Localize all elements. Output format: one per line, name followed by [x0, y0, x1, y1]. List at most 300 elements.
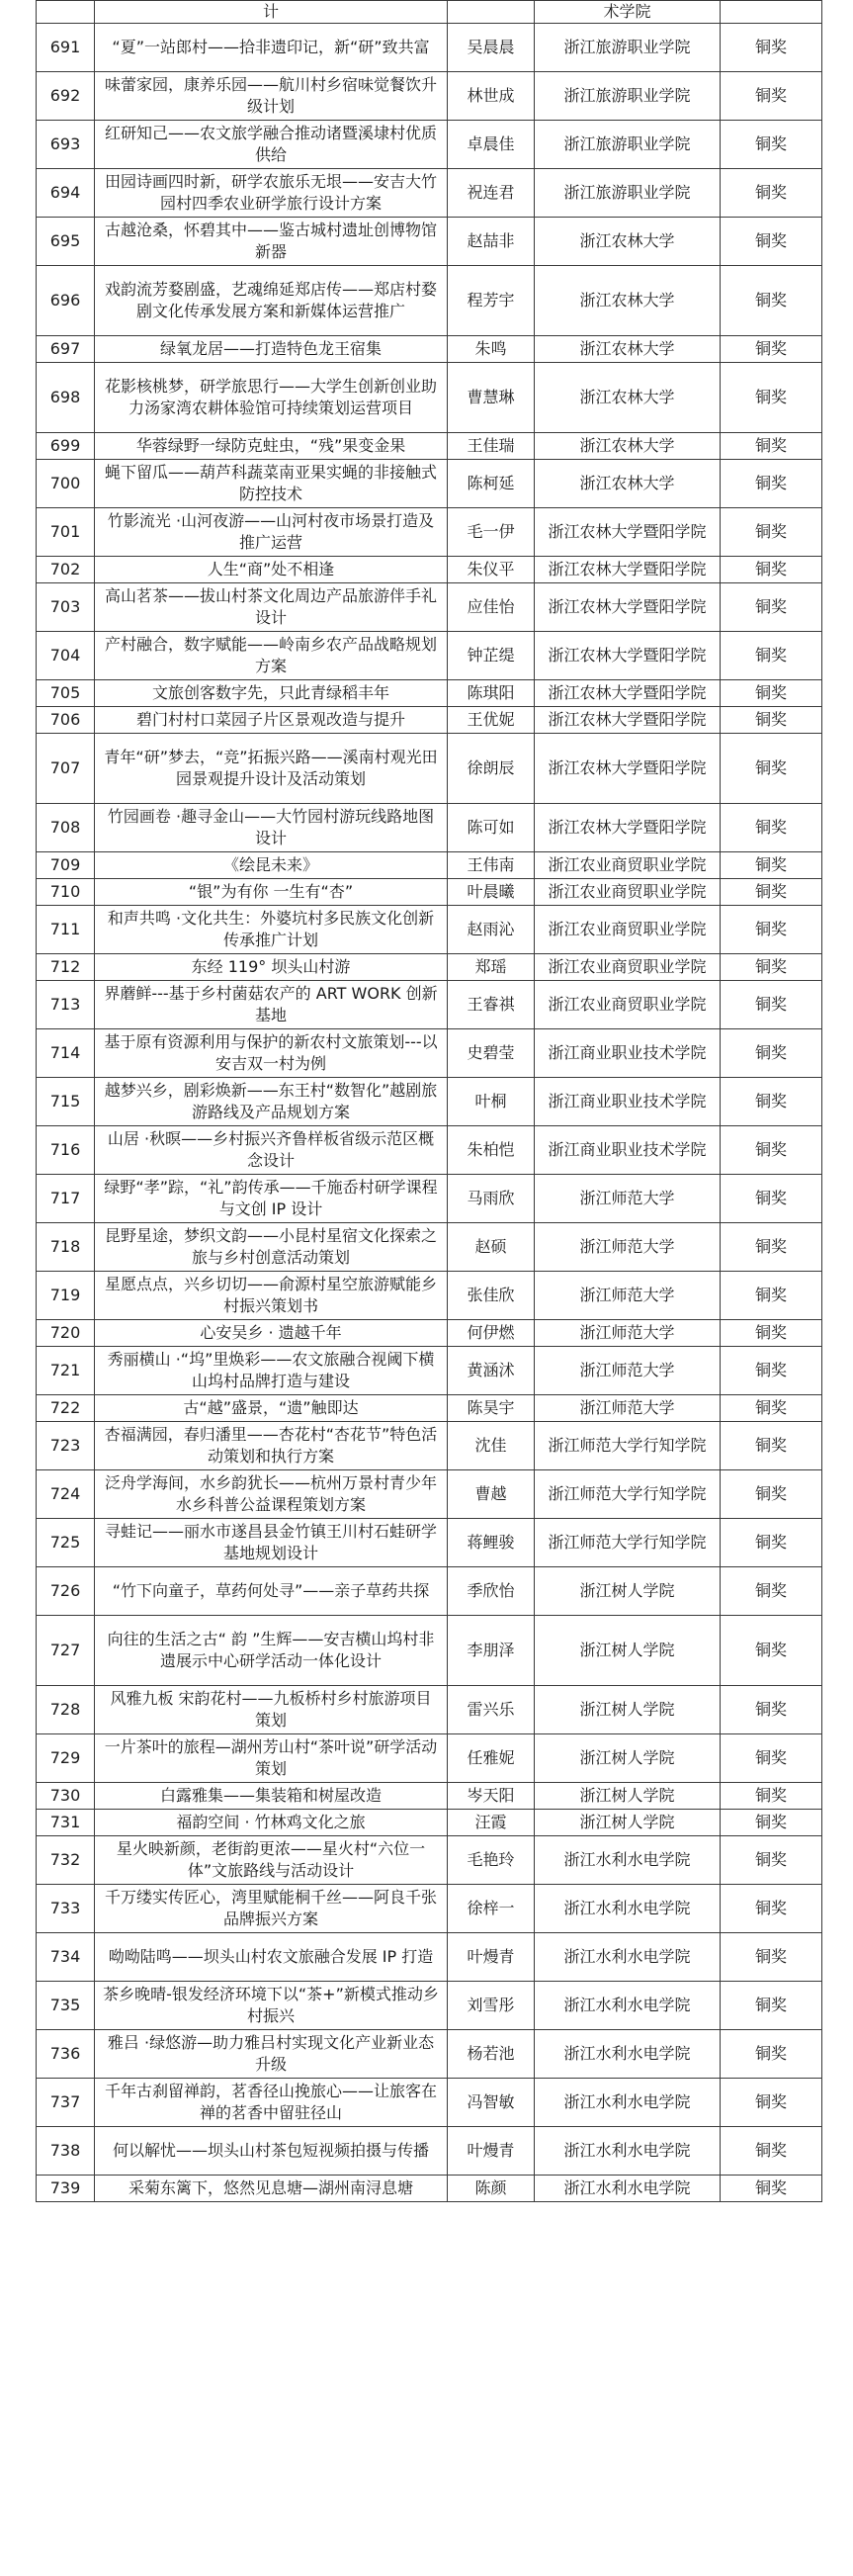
number-cell: 725: [37, 1519, 95, 1567]
header-school-tail: 术学院: [535, 1, 721, 24]
name-cell: 应佳怡: [448, 583, 535, 632]
number-cell: 704: [37, 632, 95, 680]
school-cell: 浙江农业商贸职业学院: [535, 852, 721, 879]
school-cell: 浙江树人学院: [535, 1616, 721, 1686]
school-cell: 浙江农业商贸职业学院: [535, 954, 721, 981]
name-cell: 程芳宇: [448, 266, 535, 336]
title-cell: 秀丽横山 ·“坞”里焕彩——农文旅融合视阈下横山坞村品牌打造与建设: [95, 1347, 448, 1395]
award-cell: 铜奖: [721, 1734, 822, 1783]
school-cell: 浙江商业职业技术学院: [535, 1078, 721, 1126]
title-cell: 向往的生活之古“ 韵 ”生辉——安吉横山坞村非遗展示中心研学活动一体化设计: [95, 1616, 448, 1686]
table-row: [37, 1470, 822, 1519]
name-cell: 叶桐: [448, 1078, 535, 1126]
table-row: [37, 852, 822, 879]
number-cell: 702: [37, 557, 95, 583]
award-cell: 铜奖: [721, 1933, 822, 1982]
name-cell: 朱鸣: [448, 336, 535, 363]
table-row: [37, 1078, 822, 1126]
table-row: [37, 1616, 822, 1686]
school-cell: 浙江师范大学: [535, 1223, 721, 1272]
title-cell: 碧门村村口菜园子片区景观改造与提升: [95, 707, 448, 734]
number-cell: 710: [37, 879, 95, 906]
title-cell: 杏福满园，春归潘里——杏花村“杏花节”特色活动策划和执行方案: [95, 1422, 448, 1470]
award-cell: 铜奖: [721, 1982, 822, 2030]
name-cell: 徐朗辰: [448, 734, 535, 804]
table-row: [37, 1519, 822, 1567]
award-cell: 铜奖: [721, 1810, 822, 1836]
number-cell: 727: [37, 1616, 95, 1686]
number-cell: 696: [37, 266, 95, 336]
name-cell: 杨若池: [448, 2030, 535, 2079]
school-cell: 浙江树人学院: [535, 1686, 721, 1734]
name-cell: 王佳瑞: [448, 433, 535, 460]
title-cell: 寻蛙记——丽水市遂昌县金竹镇王川村石蛙研学基地规划设计: [95, 1519, 448, 1567]
number-cell: 708: [37, 804, 95, 852]
name-cell: 冯智敏: [448, 2079, 535, 2127]
table-row: [37, 24, 822, 72]
table-row: [37, 169, 822, 218]
title-cell: 戏韵流芳婺剧盛，艺魂绵延郑店传——郑店村婺剧文化传承发展方案和新媒体运营推广: [95, 266, 448, 336]
number-cell: 721: [37, 1347, 95, 1395]
table-row: [37, 954, 822, 981]
title-cell: “夏”一站郎村——拾非遗印记，新“研”致共富: [95, 24, 448, 72]
award-cell: 铜奖: [721, 954, 822, 981]
number-cell: 731: [37, 1810, 95, 1836]
school-cell: 浙江水利水电学院: [535, 2127, 721, 2176]
award-cell: 铜奖: [721, 1686, 822, 1734]
school-cell: 浙江水利水电学院: [535, 2079, 721, 2127]
school-cell: 浙江农林大学: [535, 363, 721, 433]
award-cell: 铜奖: [721, 1078, 822, 1126]
school-cell: 浙江农林大学暨阳学院: [535, 734, 721, 804]
name-cell: 王睿祺: [448, 981, 535, 1029]
name-cell: 赵硕: [448, 1223, 535, 1272]
school-cell: 浙江旅游职业学院: [535, 72, 721, 121]
award-cell: 铜奖: [721, 169, 822, 218]
number-cell: 732: [37, 1836, 95, 1885]
award-cell: 铜奖: [721, 879, 822, 906]
award-cell: 铜奖: [721, 508, 822, 557]
number-cell: 716: [37, 1126, 95, 1175]
school-cell: 浙江农林大学: [535, 266, 721, 336]
school-cell: 浙江师范大学: [535, 1320, 721, 1347]
award-cell: 铜奖: [721, 2079, 822, 2127]
table-row: [37, 879, 822, 906]
name-cell: 季欣怡: [448, 1567, 535, 1616]
school-cell: 浙江农业商贸职业学院: [535, 879, 721, 906]
award-cell: 铜奖: [721, 804, 822, 852]
number-cell: 735: [37, 1982, 95, 2030]
title-cell: 白露雅集——集装箱和树屋改造: [95, 1783, 448, 1810]
school-cell: 浙江水利水电学院: [535, 2030, 721, 2079]
title-cell: 竹园画卷 ·趣寻金山——大竹园村游玩线路地图设计: [95, 804, 448, 852]
table-row: [37, 981, 822, 1029]
number-cell: 720: [37, 1320, 95, 1347]
school-cell: 浙江旅游职业学院: [535, 121, 721, 169]
table-row: [37, 1029, 822, 1078]
award-cell: 铜奖: [721, 734, 822, 804]
award-cell: 铜奖: [721, 1885, 822, 1933]
header-number-cell: [37, 1, 95, 24]
header-award-cell: [721, 1, 822, 24]
name-cell: 王伟南: [448, 852, 535, 879]
award-cell: 铜奖: [721, 981, 822, 1029]
school-cell: 浙江水利水电学院: [535, 1836, 721, 1885]
award-cell: 铜奖: [721, 2030, 822, 2079]
number-cell: 707: [37, 734, 95, 804]
award-cell: 铜奖: [721, 707, 822, 734]
title-cell: 和声共鸣 ·文化共生：外婆坑村多民族文化创新传承推广计划: [95, 906, 448, 954]
school-cell: 浙江师范大学: [535, 1175, 721, 1223]
school-cell: 浙江农林大学: [535, 460, 721, 508]
school-cell: 浙江农林大学: [535, 433, 721, 460]
number-cell: 705: [37, 680, 95, 707]
name-cell: 何伊燃: [448, 1320, 535, 1347]
school-cell: 浙江商业职业技术学院: [535, 1029, 721, 1078]
school-cell: 浙江农林大学: [535, 218, 721, 266]
title-cell: 绿氧龙居——打造特色龙王宿集: [95, 336, 448, 363]
award-cell: 铜奖: [721, 218, 822, 266]
table-row: [37, 1836, 822, 1885]
table-row: [37, 804, 822, 852]
award-cell: 铜奖: [721, 557, 822, 583]
school-cell: 浙江农林大学暨阳学院: [535, 707, 721, 734]
title-cell: 田园诗画四时新，研学农旅乐无垠——安吉大竹园村四季农业研学旅行设计方案: [95, 169, 448, 218]
number-cell: 709: [37, 852, 95, 879]
table-row: [37, 1272, 822, 1320]
award-cell: 铜奖: [721, 1320, 822, 1347]
award-cell: 铜奖: [721, 1567, 822, 1616]
school-cell: 浙江水利水电学院: [535, 2176, 721, 2202]
title-cell: 华蓉绿野一绿防克蛀虫，“残”果变金果: [95, 433, 448, 460]
school-cell: 浙江水利水电学院: [535, 1933, 721, 1982]
award-cell: 铜奖: [721, 1783, 822, 1810]
table-row: [37, 266, 822, 336]
name-cell: 汪霞: [448, 1810, 535, 1836]
title-cell: “银”为有你 一生有“杏”: [95, 879, 448, 906]
school-cell: 浙江农林大学暨阳学院: [535, 557, 721, 583]
table-row: [37, 121, 822, 169]
table-row: [37, 1567, 822, 1616]
name-cell: 王优妮: [448, 707, 535, 734]
name-cell: 陈昊宇: [448, 1395, 535, 1422]
school-cell: 浙江树人学院: [535, 1734, 721, 1783]
title-cell: 昆野星途，梦织文韵——小昆村星宿文化探索之旅与乡村创意活动策划: [95, 1223, 448, 1272]
title-cell: 山居 ·秋暝——乡村振兴齐鲁样板省级示范区概念设计: [95, 1126, 448, 1175]
school-cell: 浙江农林大学暨阳学院: [535, 804, 721, 852]
award-cell: 铜奖: [721, 1395, 822, 1422]
title-cell: 越梦兴乡，剧彩焕新——东王村“数智化”越剧旅游路线及产品规划方案: [95, 1078, 448, 1126]
number-cell: 724: [37, 1470, 95, 1519]
name-cell: 岑天阳: [448, 1783, 535, 1810]
table-row: [37, 1175, 822, 1223]
name-cell: 曹慧琳: [448, 363, 535, 433]
name-cell: 叶熳青: [448, 1933, 535, 1982]
title-cell: 绿野“孝”踪，“礼”韵传承——千施岙村研学课程与文创 IP 设计: [95, 1175, 448, 1223]
title-cell: 《绘昆未来》: [95, 852, 448, 879]
number-cell: 703: [37, 583, 95, 632]
table-row: [37, 72, 822, 121]
number-cell: 736: [37, 2030, 95, 2079]
title-cell: 味蕾家园，康养乐园——航川村乡宿味觉餐饮升级计划: [95, 72, 448, 121]
school-cell: 浙江农业商贸职业学院: [535, 906, 721, 954]
name-cell: 吴晨晨: [448, 24, 535, 72]
name-cell: 钟芷缇: [448, 632, 535, 680]
number-cell: 693: [37, 121, 95, 169]
award-cell: 铜奖: [721, 2176, 822, 2202]
title-cell: 基于原有资源利用与保护的新农村文旅策划---以安吉双一村为例: [95, 1029, 448, 1078]
school-cell: 浙江师范大学: [535, 1272, 721, 1320]
title-cell: 文旅创客数字先，只此青绿稻丰年: [95, 680, 448, 707]
name-cell: 张佳欣: [448, 1272, 535, 1320]
table-row: [37, 557, 822, 583]
school-cell: 浙江旅游职业学院: [535, 24, 721, 72]
number-cell: 714: [37, 1029, 95, 1078]
award-table: [36, 0, 822, 2202]
school-cell: 浙江师范大学行知学院: [535, 1422, 721, 1470]
name-cell: 陈琪阳: [448, 680, 535, 707]
title-cell: “竹下向童子，草药何处寻”——亲子草药共探: [95, 1567, 448, 1616]
table-row: [37, 680, 822, 707]
number-cell: 711: [37, 906, 95, 954]
table-row: [37, 508, 822, 557]
name-cell: 沈佳: [448, 1422, 535, 1470]
school-cell: 浙江农业商贸职业学院: [535, 981, 721, 1029]
table-row: [37, 336, 822, 363]
name-cell: 任雅妮: [448, 1734, 535, 1783]
table-row: [37, 2030, 822, 2079]
number-cell: 692: [37, 72, 95, 121]
name-cell: 曹越: [448, 1470, 535, 1519]
title-cell: 何以解忧——坝头山村茶包短视频拍摄与传播: [95, 2127, 448, 2176]
award-cell: 铜奖: [721, 1126, 822, 1175]
name-cell: 毛艳玲: [448, 1836, 535, 1885]
name-cell: 李朋泽: [448, 1616, 535, 1686]
school-cell: 浙江农林大学暨阳学院: [535, 680, 721, 707]
number-cell: 691: [37, 24, 95, 72]
award-cell: 铜奖: [721, 121, 822, 169]
award-cell: 铜奖: [721, 1470, 822, 1519]
award-cell: 铜奖: [721, 363, 822, 433]
name-cell: 黄涵沭: [448, 1347, 535, 1395]
title-cell: 人生“商”处不相逢: [95, 557, 448, 583]
title-cell: 古“越”盛景，“遗”触即达: [95, 1395, 448, 1422]
number-cell: 734: [37, 1933, 95, 1982]
table-row: [37, 363, 822, 433]
award-cell: 铜奖: [721, 632, 822, 680]
number-cell: 733: [37, 1885, 95, 1933]
award-cell: 铜奖: [721, 906, 822, 954]
name-cell: 马雨欣: [448, 1175, 535, 1223]
school-cell: 浙江师范大学: [535, 1395, 721, 1422]
title-cell: 产村融合，数字赋能——岭南乡农产品战略规划方案: [95, 632, 448, 680]
award-cell: 铜奖: [721, 266, 822, 336]
name-cell: 陈颜: [448, 2176, 535, 2202]
name-cell: 雷兴乐: [448, 1686, 535, 1734]
number-cell: 729: [37, 1734, 95, 1783]
name-cell: 赵喆非: [448, 218, 535, 266]
table-row: [37, 1982, 822, 2030]
award-cell: 铜奖: [721, 2127, 822, 2176]
name-cell: 陈柯延: [448, 460, 535, 508]
number-cell: 728: [37, 1686, 95, 1734]
award-cell: 铜奖: [721, 24, 822, 72]
award-cell: 铜奖: [721, 433, 822, 460]
award-cell: 铜奖: [721, 1223, 822, 1272]
number-cell: 730: [37, 1783, 95, 1810]
title-cell: 红研知己——农文旅学融合推动诸暨溪埭村优质供给: [95, 121, 448, 169]
school-cell: 浙江师范大学: [535, 1347, 721, 1395]
name-cell: 蒋鲤骏: [448, 1519, 535, 1567]
title-cell: 古越沧桑，怀碧其中——鉴古城村遗址创博物馆新器: [95, 218, 448, 266]
title-cell: 一片茶叶的旅程—湖州芳山村“茶叶说”研学活动策划: [95, 1734, 448, 1783]
number-cell: 726: [37, 1567, 95, 1616]
header-title-tail: 计: [95, 1, 448, 24]
name-cell: 赵雨沁: [448, 906, 535, 954]
name-cell: 叶晨曦: [448, 879, 535, 906]
title-cell: 风雅九板 宋韵花村——九板桥村乡村旅游项目策划: [95, 1686, 448, 1734]
award-cell: 铜奖: [721, 1347, 822, 1395]
table-row: [37, 583, 822, 632]
name-cell: 叶熳青: [448, 2127, 535, 2176]
table-row: [37, 906, 822, 954]
name-cell: 徐梓一: [448, 1885, 535, 1933]
award-cell: 铜奖: [721, 1272, 822, 1320]
table-header-row: [37, 1, 822, 24]
title-cell: 蝇下留瓜——葫芦科蔬菜南亚果实蝇的非接触式防控技术: [95, 460, 448, 508]
name-cell: 郑瑶: [448, 954, 535, 981]
school-cell: 浙江树人学院: [535, 1567, 721, 1616]
school-cell: 浙江水利水电学院: [535, 1982, 721, 2030]
title-cell: 竹影流光 ·山河夜游——山河村夜市场景打造及推广运营: [95, 508, 448, 557]
name-cell: 陈可如: [448, 804, 535, 852]
number-cell: 701: [37, 508, 95, 557]
number-cell: 697: [37, 336, 95, 363]
number-cell: 719: [37, 1272, 95, 1320]
school-cell: 浙江树人学院: [535, 1783, 721, 1810]
award-cell: 铜奖: [721, 1175, 822, 1223]
number-cell: 706: [37, 707, 95, 734]
table-row: [37, 734, 822, 804]
number-cell: 695: [37, 218, 95, 266]
name-cell: 史碧莹: [448, 1029, 535, 1078]
title-cell: 高山茗茶——拔山村茶文化周边产品旅游伴手礼设计: [95, 583, 448, 632]
table-row: [37, 1395, 822, 1422]
title-cell: 千万缕实传匠心，湾里赋能桐千丝——阿良千张品牌振兴方案: [95, 1885, 448, 1933]
table-row: [37, 1783, 822, 1810]
school-cell: 浙江旅游职业学院: [535, 169, 721, 218]
award-cell: 铜奖: [721, 1422, 822, 1470]
number-cell: 718: [37, 1223, 95, 1272]
table-row: [37, 632, 822, 680]
award-cell: 铜奖: [721, 1029, 822, 1078]
table-row: [37, 1347, 822, 1395]
number-cell: 737: [37, 2079, 95, 2127]
title-cell: 星愿点点，兴乡切切——俞源村星空旅游赋能乡村振兴策划书: [95, 1272, 448, 1320]
school-cell: 浙江农林大学暨阳学院: [535, 583, 721, 632]
name-cell: 朱仪平: [448, 557, 535, 583]
number-cell: 713: [37, 981, 95, 1029]
award-cell: 铜奖: [721, 460, 822, 508]
title-cell: 心安吴乡 · 遗越千年: [95, 1320, 448, 1347]
school-cell: 浙江农林大学暨阳学院: [535, 508, 721, 557]
table-row: [37, 218, 822, 266]
number-cell: 723: [37, 1422, 95, 1470]
name-cell: 毛一伊: [448, 508, 535, 557]
title-cell: 界蘑鲜---基于乡村菌菇农产的 ART WORK 创新基地: [95, 981, 448, 1029]
title-cell: 青年“研”梦去，“竞”拓振兴路——溪南村观光田园景观提升设计及活动策划: [95, 734, 448, 804]
school-cell: 浙江商业职业技术学院: [535, 1126, 721, 1175]
school-cell: 浙江师范大学行知学院: [535, 1470, 721, 1519]
table-row: [37, 707, 822, 734]
table-row: [37, 1686, 822, 1734]
title-cell: 采菊东篱下，悠然见息塘—湖州南浔息塘: [95, 2176, 448, 2202]
table-row: [37, 1320, 822, 1347]
school-cell: 浙江树人学院: [535, 1810, 721, 1836]
number-cell: 699: [37, 433, 95, 460]
number-cell: 694: [37, 169, 95, 218]
title-cell: 茶乡晚晴-银发经济环境下以“茶+”新模式推动乡村振兴: [95, 1982, 448, 2030]
school-cell: 浙江农林大学暨阳学院: [535, 632, 721, 680]
number-cell: 739: [37, 2176, 95, 2202]
table-row: [37, 1885, 822, 1933]
title-cell: 福韵空间 · 竹林鸡文化之旅: [95, 1810, 448, 1836]
table-row: [37, 2079, 822, 2127]
table-row: [37, 1933, 822, 1982]
table-row: [37, 1223, 822, 1272]
number-cell: 738: [37, 2127, 95, 2176]
award-cell: 铜奖: [721, 1836, 822, 1885]
table-row: [37, 2127, 822, 2176]
number-cell: 698: [37, 363, 95, 433]
title-cell: 千年古刹留禅韵，茗香径山挽旅心——让旅客在禅的茗香中留驻径山: [95, 2079, 448, 2127]
title-cell: 星火映新颜，老街韵更浓——星火村“六位一体”文旅路线与活动设计: [95, 1836, 448, 1885]
number-cell: 722: [37, 1395, 95, 1422]
table-row: [37, 433, 822, 460]
title-cell: 呦呦陆鸣——坝头山村农文旅融合发展 IP 打造: [95, 1933, 448, 1982]
number-cell: 715: [37, 1078, 95, 1126]
table-row: [37, 1126, 822, 1175]
name-cell: 祝连君: [448, 169, 535, 218]
title-cell: 花影核桃梦，研学旅思行——大学生创新创业助力汤家湾农耕体验馆可持续策划运营项目: [95, 363, 448, 433]
award-cell: 铜奖: [721, 680, 822, 707]
number-cell: 712: [37, 954, 95, 981]
table-row: [37, 1734, 822, 1783]
school-cell: 浙江水利水电学院: [535, 1885, 721, 1933]
award-cell: 铜奖: [721, 72, 822, 121]
table-row: [37, 2176, 822, 2202]
award-cell: 铜奖: [721, 852, 822, 879]
name-cell: 林世成: [448, 72, 535, 121]
table-row: [37, 1810, 822, 1836]
name-cell: 朱柏恺: [448, 1126, 535, 1175]
name-cell: 卓晨佳: [448, 121, 535, 169]
table-row: [37, 460, 822, 508]
award-cell: 铜奖: [721, 1616, 822, 1686]
award-cell: 铜奖: [721, 336, 822, 363]
title-cell: 泛舟学海间，水乡韵犹长——杭州万景村青少年水乡科普公益课程策划方案: [95, 1470, 448, 1519]
number-cell: 700: [37, 460, 95, 508]
award-cell: 铜奖: [721, 1519, 822, 1567]
school-cell: 浙江师范大学行知学院: [535, 1519, 721, 1567]
title-cell: 东经 119° 坝头山村游: [95, 954, 448, 981]
title-cell: 雅吕 ·绿悠游—助力雅吕村实现文化产业新业态升级: [95, 2030, 448, 2079]
table-row: [37, 1422, 822, 1470]
header-name-cell: [448, 1, 535, 24]
number-cell: 717: [37, 1175, 95, 1223]
school-cell: 浙江农林大学: [535, 336, 721, 363]
name-cell: 刘雪彤: [448, 1982, 535, 2030]
